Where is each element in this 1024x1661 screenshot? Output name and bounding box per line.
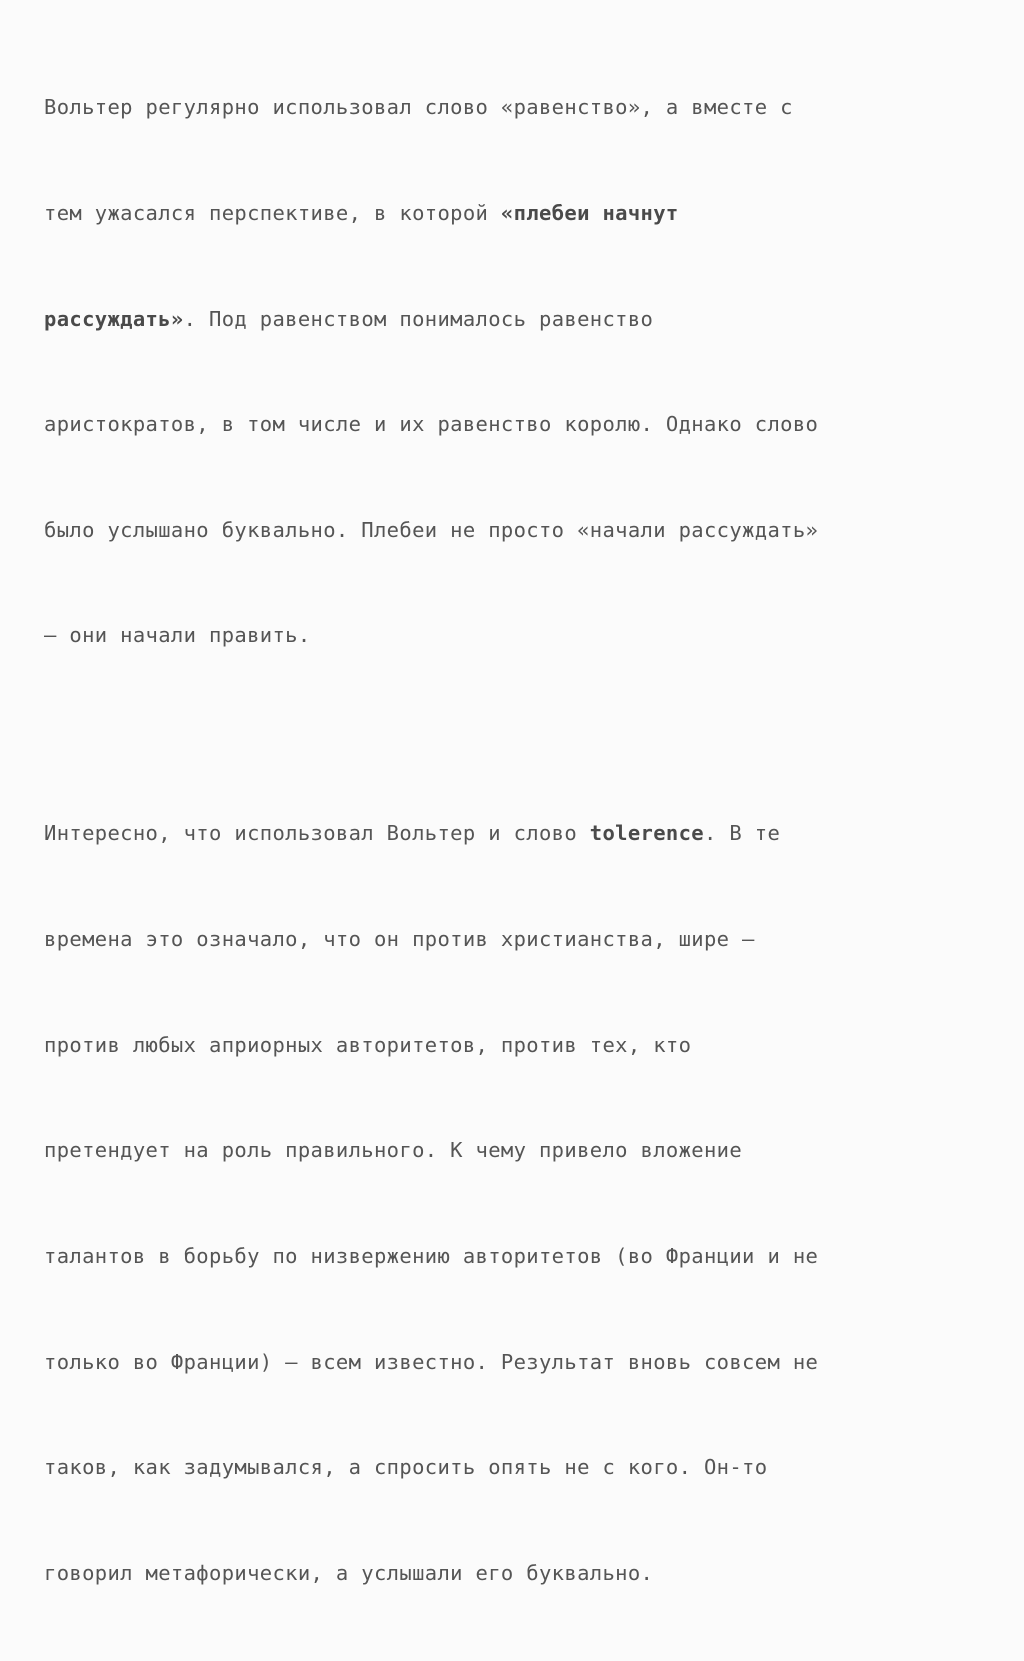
text-line — [44, 90, 984, 125]
bold-quote: рассуждать» — [44, 306, 184, 331]
text-line — [44, 1028, 984, 1063]
text-span: только во Франции) — всем известно. Результат вновь совсем не — [44, 1349, 819, 1374]
text-line — [44, 513, 984, 548]
text-span: тем ужасался перспективе, в которой — [44, 201, 501, 226]
text-line — [44, 302, 984, 337]
text-span: талантов в борьбу по низвержению авторитетов (во Франции и не — [44, 1243, 819, 1268]
paragraph-2 — [44, 746, 984, 1661]
text-line — [44, 407, 984, 442]
text-span: — они начали править. — [44, 623, 311, 648]
text-line — [44, 618, 984, 653]
text-span: Интересно, что использовал Вольтер и слово — [44, 821, 590, 846]
text-line — [44, 1556, 984, 1591]
text-line — [44, 196, 984, 231]
text-span: Вольтер регулярно использовал слово «равенство», а вместе с — [44, 95, 793, 120]
bold-term: tolerence — [589, 821, 704, 846]
text-line — [44, 1133, 984, 1168]
text-line — [44, 1345, 984, 1380]
paragraph-1 — [44, 20, 984, 724]
bold-quote: «плебеи начнут — [500, 201, 679, 226]
text-span: говорил метафорически, а услышали его буквально. — [44, 1560, 654, 1585]
text-line — [44, 816, 984, 851]
text-line — [44, 1239, 984, 1274]
text-span: . В те — [704, 821, 781, 846]
text-line — [44, 922, 984, 957]
text-span: времена это означало, что он против христианства, шире — — [44, 927, 755, 952]
text-span: претендует на роль правильного. К чему привело вложение — [44, 1138, 743, 1163]
text-span: таков, как задумывался, а спросить опять не с кого. Он-то — [44, 1455, 768, 1480]
text-span: аристократов, в том числе и их равенство королю. Однако слово — [44, 412, 819, 437]
text-span: . Под равенством понималось равенство — [183, 306, 654, 331]
text-span: против любых априорных авторитетов, против тех, кто — [44, 1032, 692, 1057]
text-line — [44, 1450, 984, 1485]
text-span: было услышано буквально. Плебеи не просто «начали рассуждать» — [44, 517, 819, 542]
